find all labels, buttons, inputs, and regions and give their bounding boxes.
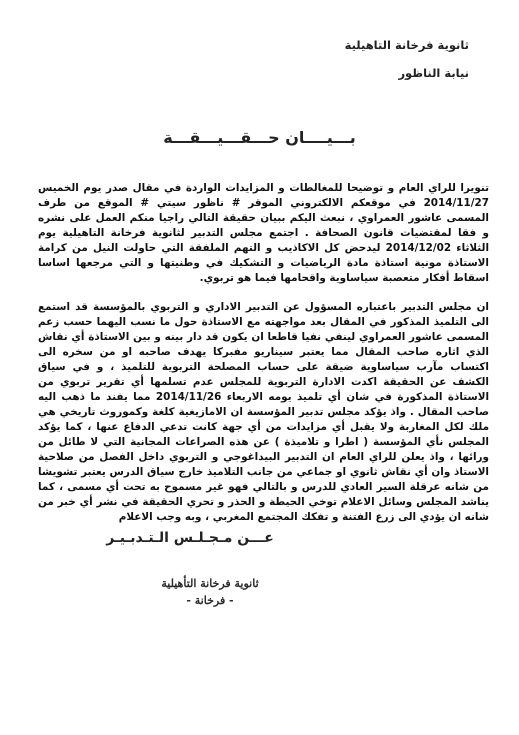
school-name: ثانوية فرخانة التاهيلية	[344, 38, 469, 52]
document-body	[38, 181, 489, 539]
stamp-line-school: ثانوية فرخانة التأهيلية	[161, 577, 259, 590]
signature-title: عـــن مـجـلـس الـتـدبـيـر	[106, 530, 274, 546]
body-paragraph-1: تنويرا للراي العام و توضيحا للمغالطات و المزايدات الواردة في مقال صدر يوم الخميس 2014/11/27 في موقعكم الالكتروني الموقر # ناظور سيتي # الموقع من طرف المسمى عاشور العمراوي ، نبعث اليكم ببيان حقيقة التالي راجيا منكم العمل على نشره و فقا لمقتضيات قانون الصحافة . اجتمع مجلس التدبير لثانوية فرخانة التاهيلية يوم الثلاثاء 2014/12/02 ليدحض كل الاكاذيب و التهم الملفقة التي حاولت النيل من كرامة الاستاذة مونية استاذة مادة الرياضيات و التشكيك في وطنيتها و التي مرجعها اساسا اسقاط أفكار متعصبة سياساوية واقحامها فيما هو تربوي.	[38, 182, 489, 284]
stamp-line-town: - فرخانة -	[186, 594, 234, 607]
document-title: بـــيــــان حـــقـــيـــقـــة	[163, 128, 356, 147]
directorate-name: نيابة الناظور	[398, 66, 469, 80]
body-paragraph-2: ان مجلس التدبير باعتباره المسؤول عن التدبير الاداري و التربوي بالمؤسسة قد استمع الى التلميذ المذكور في المقال بعد مواجهته مع الاستاذة حول ما نسب اليهما حسب زعم المسمى عاشور العمراوي لينفي نفيا قاطعا ان يكون قد دار بينه و بين الاستاذة أي نقاش الذي اثاره صاحب المقال مما يعتبر سيناريو مفبركا يهدف صاحبه او من سخره الى اكتساب مآرب سياساوية ضيقة على حساب المصلحة التربوية للتلميذ ، و في سياق الكشف عن الحقيقة اكدت الادارة التربوية للمجلس عدم تسلمها أي تقرير تربوي من الاستاذة المذكورة في شان أي تلميذ يومه الاربعاء 2014/11/26 مما يفند ما ذهب اليه صاحب المقال . واذ يؤكد مجلس تدبير المؤسسة ان الامازيغية كلغة وكموروث تاريخي هي ملك لكل المغاربة ولا يقبل أي مزايدات من أي جهة كانت تدعي الدفاع عنها ، كما يؤكد المجلس نأي المؤسسة ( اطرا و تلاميذة ) عن هذه الصراعات المجانية التي لا طائل من ورائها ، واذ يعلن للراي العام ان التدبير البيداغوجي و التربوي داخل الفصل من صلاحية الاستاذ وان أي نقاش ثانوي او جماعي من جانب التلاميذ خارج سياق الدرس يعتبر تشويشا من شانه عرقلة السير العادي للدرس و بالتالي فهو غير مسموح به تحت أي مسمى ، كما يناشد المجلس وسائل الاعلام توخي الحيطة و الحذر و تحري الحقيقة في نشر أي خبر من شانه ان يؤدي الى زرع الفتنة و تفكك المجتمع المغربي ، وبه وجب الاعلام	[38, 301, 490, 523]
school-stamp	[135, 575, 285, 609]
